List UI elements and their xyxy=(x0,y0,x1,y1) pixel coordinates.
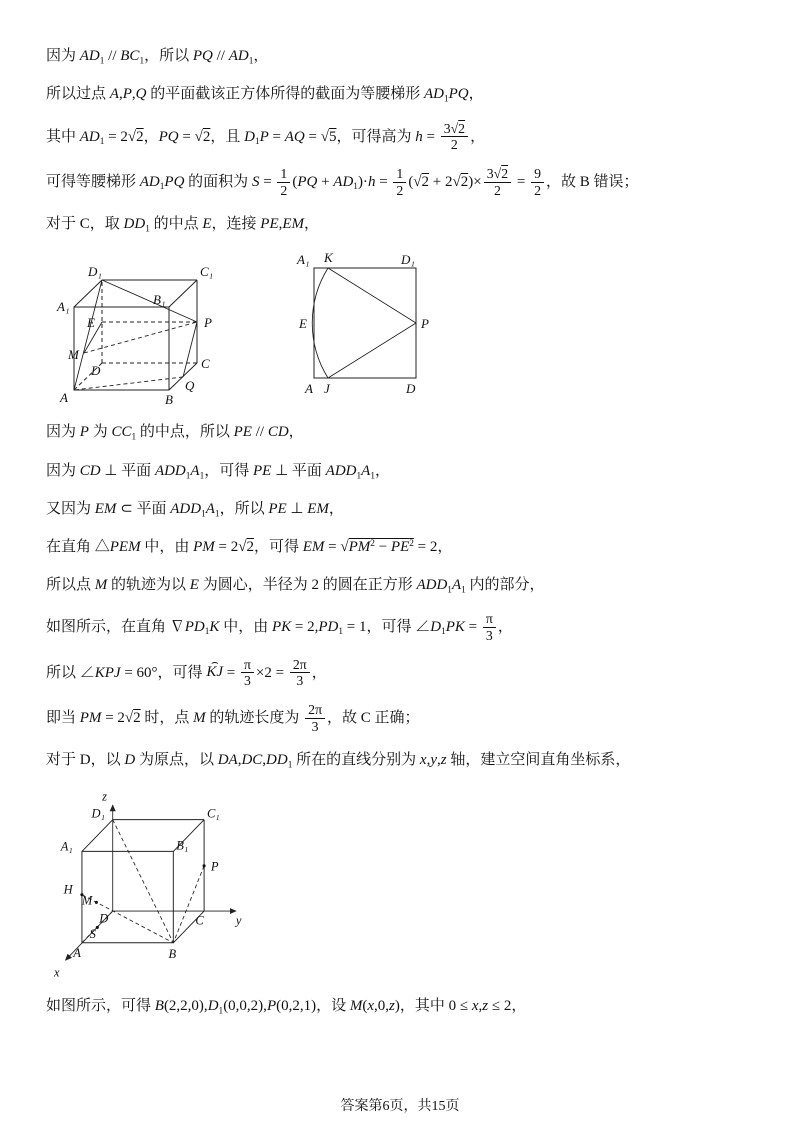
cube-diagram xyxy=(54,250,254,410)
solution-line-13: 即当 PM = 2√2 时，点 M 的轨迹长度为 $\frac{2\pi}{3}$ ，故 C 正确； xyxy=(46,702,420,735)
label-p: P xyxy=(421,316,429,332)
label-p: P xyxy=(210,859,219,874)
label-m: M xyxy=(68,347,79,363)
label-a1: A₁ xyxy=(57,299,70,315)
label-d1: D₁ xyxy=(88,264,102,280)
label-d1: D₁ xyxy=(91,807,105,822)
label-e: E xyxy=(87,315,95,331)
label-y: y xyxy=(235,913,242,928)
solution-line-1: 因为 $AD_1 // BC_1$，所以 PQ // $AD_1$， xyxy=(46,48,269,67)
coordinate-cube-diagram xyxy=(46,786,266,988)
solution-line-12: 所以 ∠KPJ = 60°，可得 ⌢ KJ = $\frac{\pi}{3}$ ×2 = $\frac{2\pi}{3}$ ， xyxy=(46,657,752,690)
square-diagram xyxy=(296,250,436,410)
label-b: B xyxy=(165,392,173,408)
label-d: D xyxy=(406,381,416,397)
point-p xyxy=(203,865,206,868)
label-q: Q xyxy=(185,378,195,394)
solution-line-14: 对于 D，以 D 为原点，以 $DA,DC,DD_1$ 所在的直线分别为 x,y,z 轴，建立空间直角坐标系， xyxy=(46,751,631,771)
label-b: B xyxy=(168,947,177,962)
label-h: H xyxy=(63,882,73,897)
segment-jp xyxy=(328,323,416,378)
label-a: A xyxy=(73,946,81,961)
label-e: E xyxy=(299,316,307,332)
solution-line-9: 在直角 △PEM 中，由 PM = 2√2，可得 EM = $√PM^2 - PE^2 = 2$， xyxy=(46,539,453,556)
label-d: D xyxy=(91,363,101,379)
label-m: M xyxy=(81,893,93,908)
solution-line-11: 如图所示，在直角 $\nabla PD_1K$ 中，由 PK = $2,PD_1 = 1$，可得 $\angle D_1PK$ = $\frac{\pi}{3}$ ， xyxy=(46,610,513,643)
label-d: D xyxy=(99,911,109,926)
solution-line-8: 又因为 EM ⊂ 平面 $ADD_1A_1$，所以 PE ⊥ EM， xyxy=(46,500,344,520)
cross-section-hidden xyxy=(74,377,183,390)
label-c1: C₁ xyxy=(206,807,220,822)
label-s: S xyxy=(89,927,96,942)
label-p: P xyxy=(204,315,212,331)
label-c1: C₁ xyxy=(200,264,214,280)
label-a1: A₁ xyxy=(60,839,73,854)
label-x: x xyxy=(54,965,60,980)
label-a1: A₁ xyxy=(297,252,310,268)
label-a: A xyxy=(305,381,313,397)
segment-pb xyxy=(173,866,204,943)
square-outline xyxy=(314,268,416,378)
figure-row-2 xyxy=(46,786,752,988)
label-c: C xyxy=(195,913,204,928)
solution-line-10: 所以点 M 的轨迹为以 E 为圆心，半径为 2 的圆在正方形 $ADD_1A_1$ 内的部分， xyxy=(46,576,545,595)
point-s xyxy=(96,926,99,929)
figure-row-1 xyxy=(54,250,752,410)
solution-line-15: 如图所示，可得 $B(2,2,0),D_1(0,0,2),P(0,2,1)$，设 M(x,0,z)，其中 0 ≤ x,z ≤ 2， xyxy=(46,998,527,1017)
point-m xyxy=(95,901,98,904)
arc-kej xyxy=(312,268,328,378)
label-b1: B₁ xyxy=(176,838,189,853)
label-k: K xyxy=(324,250,333,266)
label-j: J xyxy=(324,381,330,397)
label-z: z xyxy=(102,789,108,804)
label-c: C xyxy=(201,356,210,372)
solution-line-3: 其中 $AD_1 = 2√2$，PQ = √2，且 $D_1P$ = AQ = √5，可得高为 h = $\frac{3√2}{2}$ ， xyxy=(46,120,486,153)
segment-kp xyxy=(328,268,416,323)
label-a: A xyxy=(60,390,68,406)
solution-line-7: 因为 CD ⊥ 平面 $ADD_1A_1$，可得 PE ⊥ 平面 $ADD_1A_1$， xyxy=(46,462,390,481)
solution-line-4: 可得等腰梯形 $AD_1PQ$ 的面积为 S = $\frac{1}{2}$ $(PQ + AD_1)\cdot h$ = $\frac{1}{2}$ (√2 + 2√2)× $\frac{3√2}{2}$ = $\frac{9}{2}$ ，故 B 错误； xyxy=(46,166,639,199)
solution-line-6: 因为 P 为 $CC_1$ 的中点，所以 PE // CD， xyxy=(46,424,304,443)
solution-line-2: 所以过点 A,P,Q 的平面截该正方体所得的截面为等腰梯形 $AD_1PQ$， xyxy=(46,86,484,105)
segment-mp xyxy=(84,322,197,353)
segment-d1b xyxy=(113,820,174,943)
page-footer: 答案第6页，共15页 xyxy=(340,1099,460,1114)
label-d1: D₁ xyxy=(401,252,415,268)
label-b1: B₁ xyxy=(153,292,166,308)
solution-line-5: 对于 C，取 $DD_1$ 的中点 E，连接 PE,EM， xyxy=(46,216,320,235)
